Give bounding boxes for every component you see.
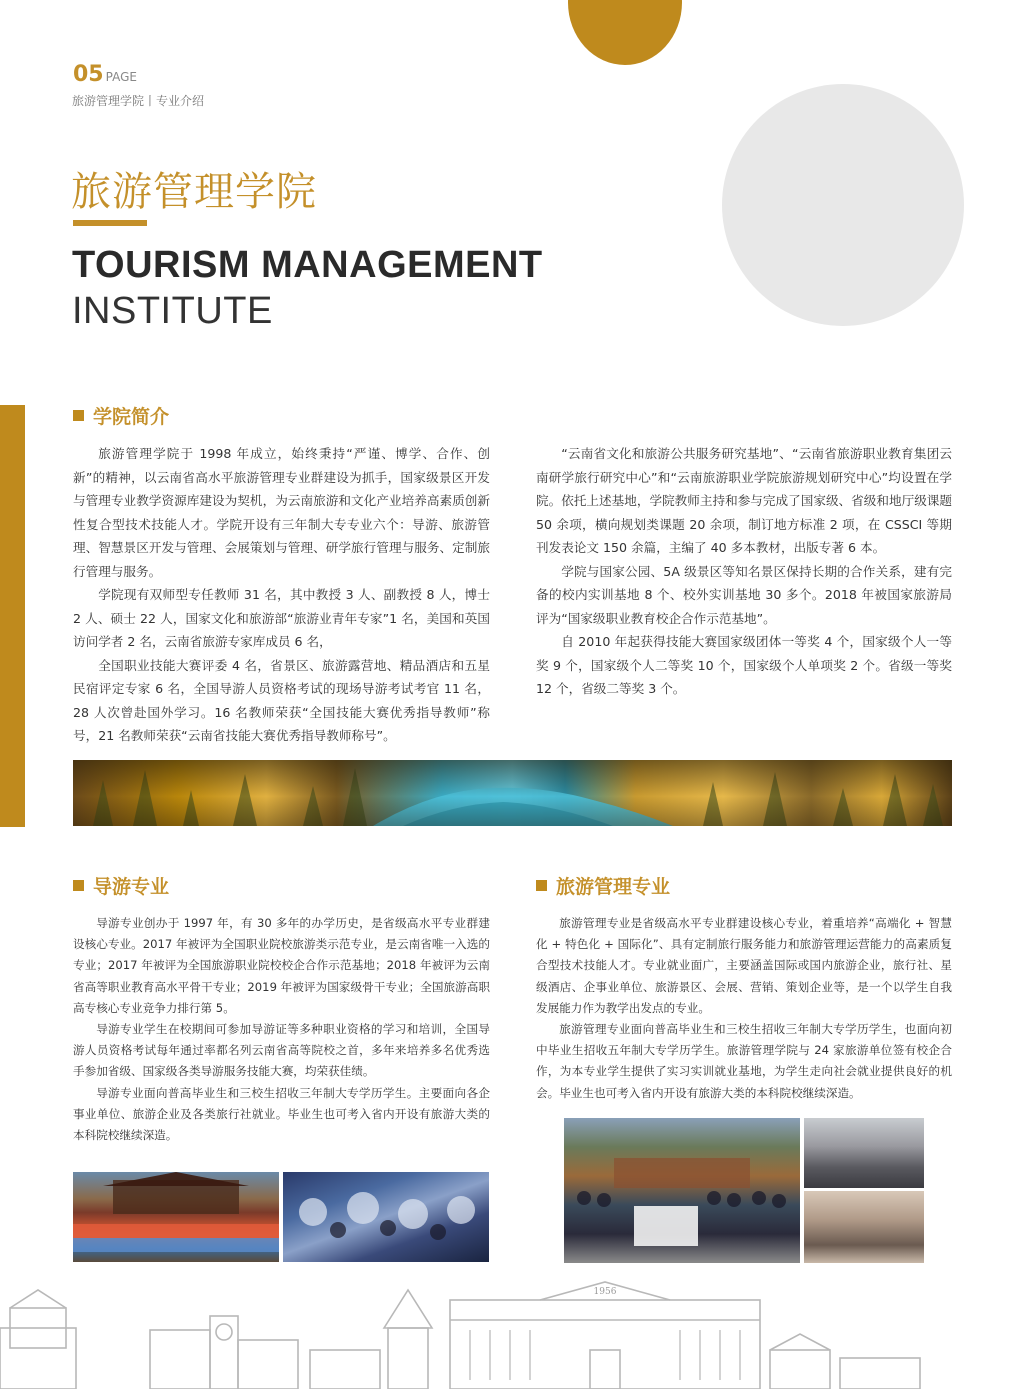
guide-heading: 导游专业	[73, 872, 169, 899]
square-bullet-icon	[536, 880, 547, 891]
guide-text-column	[73, 913, 490, 1146]
intro-paragraph: 旅游管理学院于 1998 年成立，始终秉持“严谨、博学、合作、创新”的精神，以云南省高水平旅游管理专业群建设为抓手，国家级景区开发与管理专业教学资源库建设为契机，为云南旅游和文化产业培养高素质创新性复合型技术技能人才。学院开设有三年制大专专业六个：导游、旅游管理、智慧景区开发与管理、会展策划与管理、研学旅行管理与服务、定制旅行管理与服务。	[73, 446, 490, 579]
page-title-en-line1: TOURISM MANAGEMENT	[72, 244, 543, 286]
group-photo-tiedye	[283, 1172, 489, 1262]
intro-left-column	[73, 442, 490, 748]
breadcrumb: 旅游管理学院丨专业介绍	[72, 94, 205, 108]
square-bullet-icon	[73, 410, 84, 421]
intro-right-column	[536, 442, 952, 701]
banner-shade	[73, 760, 952, 826]
decorative-grey-circle	[722, 84, 964, 326]
page-title-en-line2: INSTITUTE	[72, 290, 273, 332]
campus-skyline-illustration	[0, 1280, 1024, 1389]
page-title-cn: 旅游管理学院	[71, 169, 317, 215]
guide-paragraph: 导游专业创办于 1997 年，有 30 多年的办学历史，是省级高水平专业群建设核心专业。2017 年被评为全国职业院校旅游类示范专业，是云南省唯一入选的专业；2017 年被评为全国旅游职业院校校企合作示范基地；2018 年被评为云南省高等职业教育高水平骨干专业；2019 年被评为国家级骨干专业；全国旅游高职高专核心专业竞争力排行第 5。	[73, 916, 490, 1015]
tourism-paragraph: 旅游管理专业是省级高水平专业群建设核心专业，着重培养“高端化 + 智慧化 + 特色化 + 国际化”、具有定制旅行服务能力和旅游管理运营能力的高素质复合型技术技能人才。专业就业面广，主要涵盖国际或国内旅游企业，旅行社、星级酒店、企事业单位、旅游景区、会展、营销、策划企业等，是一个以学生自我发展能力作为教学出发点的专业。	[536, 916, 952, 1015]
decorative-side-bar	[0, 405, 25, 827]
students-street-photo	[804, 1118, 924, 1188]
tourism-paragraph: 旅游管理专业面向普高毕业生和三校生招收三年制大专学历学生，也面向初中毕业生招收五年制大专学历学生。旅游管理学院与 24 家旅游单位签有校企合作，为本专业学生提供了实习实训就业基地，为学生走向社会就业提供良好的机会。毕业生也可考入省内开设有旅游大类的本科院校继续深造。	[536, 1022, 952, 1100]
title-underline	[73, 220, 147, 226]
intro-paragraph: 学院与国家公园、5A 级景区等知名景区保持长期的合作关系，建有完备的校内实训基地 8 个、校外实训基地 30 多个。2018 年被国家旅游局评为“国家级职业教育校企合作示范基地”。	[536, 563, 952, 626]
decorative-gold-circle	[568, 0, 682, 65]
intro-paragraph: 学院现有双师型专任教师 31 名，其中教授 3 人、副教授 8 人，博士 2 人、硕士 22 人，国家文化和旅游部“旅游业青年专家”1 名，美国和英国访问学者 2 名，云南省旅游专家库成员 6 名，	[73, 587, 490, 649]
page-number: 05 PAGE	[73, 62, 137, 87]
page-word: PAGE	[105, 70, 137, 84]
guide-paragraph: 导游专业学生在校期间可参加导游证等多种职业资格的学习和培训，全国导游人员资格考试每年通过率都名列云南省高等院校之首，多年来培养多名优秀选手参加省级、国家级各类导游服务技能大赛，均荣获佳绩。	[73, 1022, 490, 1079]
tourism-heading: 旅游管理专业	[536, 872, 670, 899]
intro-paragraph: 全国职业技能大赛评委 4 名，省景区、旅游露营地、精品酒店和五星民宿评定专家 6 名，全国导游人员资格考试的现场导游考试考官 11 名，28 人次曾赴国外学习。16 名教师荣获“全国技能大赛优秀指导教师”称号，21 名教师荣获“云南省技能大赛优秀指导教师称号”。	[73, 657, 490, 743]
guide-paragraph: 导游专业面向普高毕业生和三校生招收三年制大专学历学生。主要面向各企事业单位、旅游企业及各类旅行社就业。毕业生也可考入省内开设有旅游大类的本科院校继续深造。	[73, 1085, 490, 1143]
intro-paragraph: 自 2010 年起获得技能大赛国家级团体一等奖 4 个，国家级个人一等奖 9 个，国家级个人二等奖 10 个，国家级个人单项奖 2 个。省级一等奖 12 个，省级二等奖 3 个。	[536, 634, 952, 696]
group-photo-outdoor	[564, 1118, 800, 1263]
square-bullet-icon	[73, 880, 84, 891]
group-photo-temple	[73, 1172, 279, 1262]
intro-heading: 学院简介	[73, 402, 169, 429]
building-year-label: 1956	[593, 1287, 617, 1297]
intro-paragraph: “云南省文化和旅游公共服务研究基地”、“云南省旅游职业教育集团云南研学旅行研究中心”和“云南旅游职业学院旅游规划研究中心”均设置在学院。依托上述基地，学院教师主持和参与完成了国家级、省级和地厅级课题 50 余项，横向规划类课题 20 余项，制订地方标准 2 项，在 CSSCI 等期刊发表论文 150 余篇，主编了 40 多本教材，出版专著 6 本。	[536, 446, 952, 555]
tourism-text-column	[536, 913, 952, 1104]
students-indoor-photo	[804, 1191, 924, 1263]
